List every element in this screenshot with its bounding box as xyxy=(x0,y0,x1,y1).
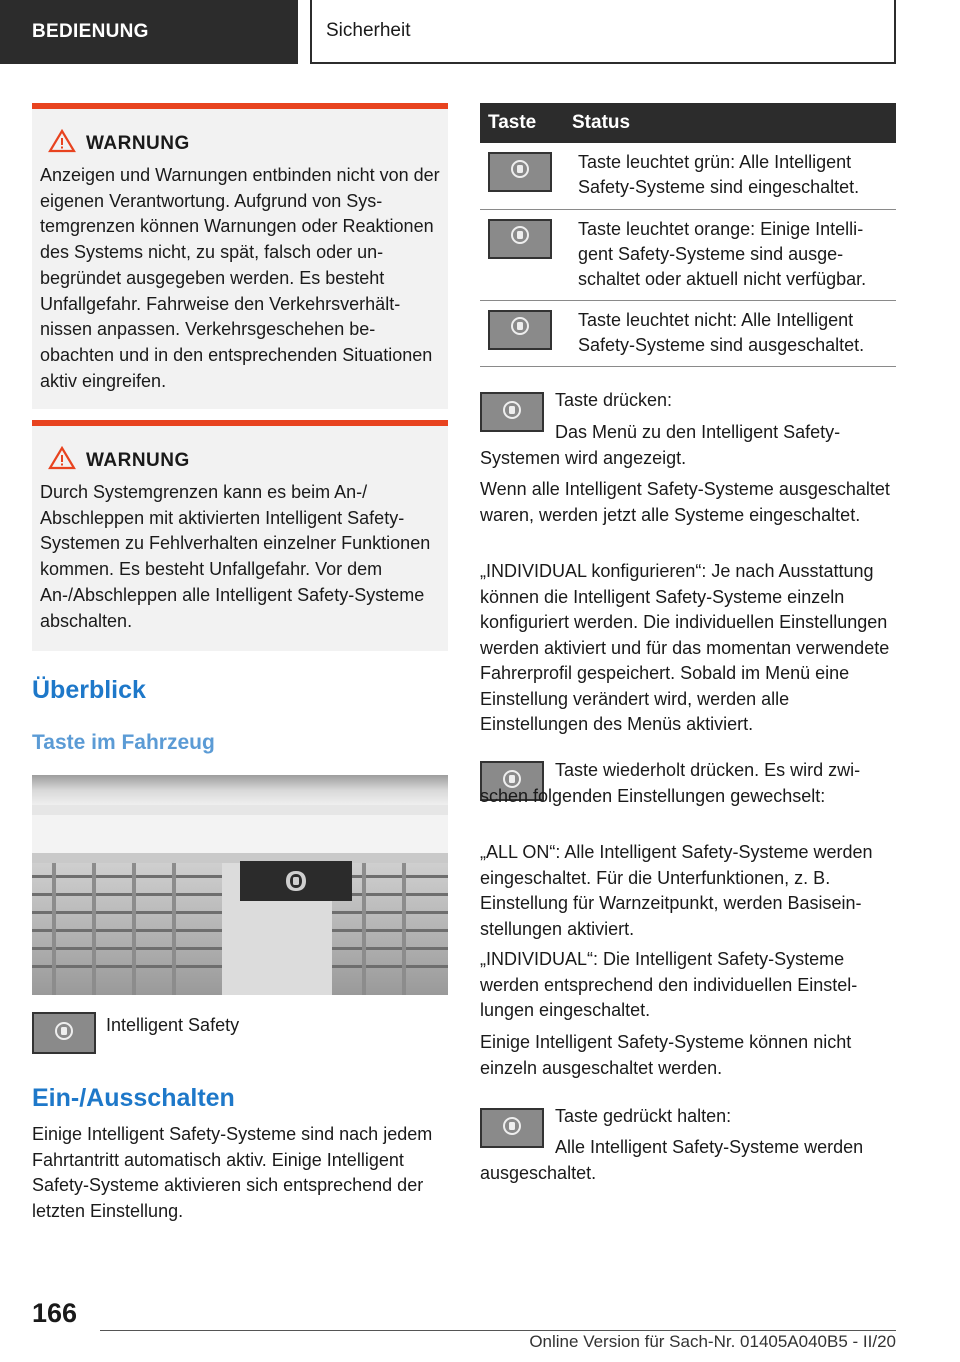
table-row xyxy=(480,300,896,366)
column-header-taste: Taste xyxy=(480,103,564,143)
button-green-image xyxy=(488,152,552,192)
status-cell: Taste leuchtet grün: Alle Intelligent Safety-Systeme sind eingeschaltet. xyxy=(564,143,896,209)
paragraph-individual-config: „INDIVIDUAL konfigurieren“: Je nach Ausstattung können die Intelligent Safety-Systeme einzeln konfiguriert werden. Die individuellen Einstellungen werden aktiviert und für das momentan verwendete Fahrerprofil gespeichert. Sobald im Menü eine Einstellung verändert wird, werden alle Einstellungen des Menüs aktiviert. xyxy=(480,561,890,734)
footer-divider xyxy=(100,1330,896,1331)
table-row xyxy=(480,143,896,209)
topic-label: Sicherheit xyxy=(326,20,411,41)
warning-title: WARNUNG xyxy=(86,450,190,471)
paragraph-all-on: „ALL ON“: Alle Intelligent Safety-Systeme werden eingeschaltet. Für die Unterfunktionen, z. B. Einstellung für Warnzeitpunkt, werden Basiseinstellungen aktiviert. xyxy=(480,842,873,939)
vehicle-dashboard-photo xyxy=(32,775,448,995)
page-number: 166 xyxy=(32,1298,78,1328)
hold-text: Alle Intelligent Safety-Systeme werden ausgeschaltet. xyxy=(480,1137,864,1183)
heading-overview: Überblick xyxy=(32,676,146,704)
column-header-status: Status xyxy=(564,103,896,143)
warning-title: WARNUNG xyxy=(86,133,190,154)
button-orange-image xyxy=(488,219,552,259)
footer-version: Online Version für Sach-Nr. 01405A040B5 - II/20 xyxy=(529,1332,896,1351)
status-cell: Taste leuchtet nicht: Alle Intelligent Safety-Systeme sind ausgeschaltet. xyxy=(564,300,896,366)
intelligent-safety-icon xyxy=(510,316,530,343)
warning-text: Durch Systemgrenzen kann es beim An-/ Abschleppen mit aktivierten Intelligent Safety-Systemen zu Fehlverhalten einzelner Funktionen kommen. Es besteht Unfallgefahr. Vor dem An-/Abschleppen alle Intelligent Safety-Systeme abschalten. xyxy=(40,482,431,631)
paragraph-all-off: Wenn alle Intelligent Safety-Systeme ausgeschaltet waren, werden jetzt alle Systeme eingeschaltet. xyxy=(480,479,890,525)
button-caption: Intelligent Safety xyxy=(106,1015,240,1035)
warning-text: Anzeigen und Warnungen entbinden nicht von der eigenen Verantwortung. Aufgrund von Systemgrenzen können Warnungen oder Reaktionen des Systems nicht, zu spät, falsch oder unbegründet ausgegeben werden. Es besteht Unfallgefahr. Fahrweise den Verkehrsverhältnissen anpassen. Verkehrsgeschehen beobachten und in den entsprechenden Situationen aktiv eingreifen. xyxy=(40,165,440,391)
button-off-image xyxy=(488,310,552,350)
intelligent-safety-button-image xyxy=(32,1012,96,1054)
intelligent-safety-icon xyxy=(54,1021,74,1046)
subheading-button-in-vehicle: Taste im Fahrzeug xyxy=(32,731,215,754)
press-text: Das Menü zu den Intelligent Safety-Systemen wird angezeigt. xyxy=(480,422,841,468)
warning-box-1 xyxy=(32,103,448,409)
table-row xyxy=(480,209,896,300)
warning-triangle-icon xyxy=(48,129,76,159)
section-label: BEDIENUNG xyxy=(32,21,149,42)
on-off-text: Einige Intelligent Safety-Systeme sind nach jedem Fahrtantritt automatisch aktiv. Einige Intelligent Safety-Systeme aktivieren sich entsprechend der letzten Einstellung. xyxy=(32,1124,433,1221)
status-table xyxy=(480,103,896,367)
paragraph-note: Einige Intelligent Safety-Systeme können nicht einzeln ausgeschaltet werden. xyxy=(480,1032,852,1078)
heading-on-off: Ein-/Ausschalten xyxy=(32,1084,235,1112)
intelligent-safety-icon xyxy=(510,159,530,186)
paragraph-individual: „INDIVIDUAL“: Die Intelligent Safety-Systeme werden entsprechend den individuellen Einstellungen eingeschaltet. xyxy=(480,949,858,1020)
repeat-text: Taste wiederholt drücken. Es wird zwischen folgenden Einstellungen gewechselt: xyxy=(480,760,861,806)
press-intro: Taste drücken: xyxy=(555,390,673,410)
topic-tab xyxy=(310,0,896,64)
hold-intro: Taste gedrückt halten: xyxy=(555,1106,732,1126)
warning-triangle-icon xyxy=(48,446,76,476)
warning-box-2 xyxy=(32,420,448,651)
section-tab xyxy=(0,0,298,64)
intelligent-safety-icon xyxy=(510,225,530,252)
status-cell: Taste leuchtet orange: Einige Intelligent Safety-Systeme sind ausgeschaltet oder aktuell nicht verfügbar. xyxy=(564,209,896,300)
